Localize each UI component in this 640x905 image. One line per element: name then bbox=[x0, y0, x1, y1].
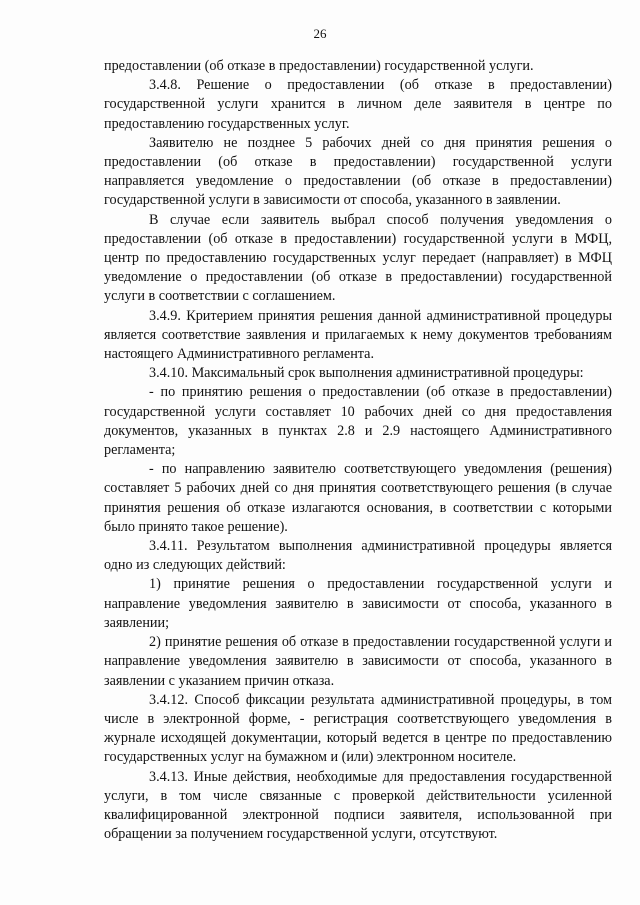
paragraph-3-4-13: 3.4.13. Иные действия, необходимые для предоставления государственной услуги, в том числе связанные с проверкой действительности усиленной квалифицированной электронной подписи заявителя, использованной при обращении за получением государственной услуги, отсутствуют. bbox=[104, 768, 612, 843]
document-body bbox=[104, 57, 612, 844]
paragraph-notification-deadline: Заявителю не позднее 5 рабочих дней со дня принятия решения о предоставлении (об отказе в предоставлении) государственной услуги направляется уведомление о предоставлении (об отказе в предоставлении) государственной услуги в зависимости от способа, указанного в заявлении. bbox=[104, 134, 612, 209]
paragraph-mfc-delivery: В случае если заявитель выбрал способ получения уведомления о предоставлении (об отказе в предоставлении) государственной услуги в МФЦ, центр по предоставлению государственных услуг передает (направляет) в МФЦ уведомление о предоставлении (об отказе в предоставлении) государственной услуги в соответствии с соглашением. bbox=[104, 211, 612, 305]
paragraph-3-4-10: 3.4.10. Максимальный срок выполнения административной процедуры: bbox=[149, 365, 584, 382]
paragraph-3-4-11: 3.4.11. Результатом выполнения административной процедуры является одно из следующих действий: bbox=[104, 538, 612, 574]
paragraph-3-4-9: 3.4.9. Критерием принятия решения данной административной процедуры является соответствие заявления и прилагаемых к нему документов требованиям настоящего Административного регламента. bbox=[104, 307, 612, 363]
paragraph-continuation: предоставлении (об отказе в предоставлении) государственной услуги. bbox=[104, 58, 534, 74]
paragraph-3-4-8: 3.4.8. Решение о предоставлении (об отказе в предоставлении) государственной услуги хранится в личном деле заявителя в центре по предоставлению государственных услуг. bbox=[104, 77, 612, 132]
paragraph-result-option-1: 1) принятие решения о предоставлении государственной услуги и направление уведомления заявителю в зависимости от способа, указанного в заявлении; bbox=[104, 576, 612, 631]
paragraph-term-decision: - по принятию решения о предоставлении (об отказе в предоставлении) государственной услуги составляет 10 рабочих дней со дня предоставления документов, указанных в пунктах 2.8 и 2.9 настоящего Административного регламента; bbox=[104, 384, 612, 459]
paragraph-term-notification: - по направлению заявителю соответствующего уведомления (решения) составляет 5 рабочих дней со дня принятия соответствующего решения (в случае принятия решения об отказе излагаются основания, в соответствии с которыми было принято такое решение). bbox=[104, 461, 612, 535]
paragraph-3-4-12: 3.4.12. Способ фиксации результата административной процедуры, в том числе в электронной форме, - регистрация соответствующего уведомления в журнале исходящей документации, который ведется в центре по предоставлению государственных услуг на бумажном и (или) электронном носителе. bbox=[104, 691, 612, 766]
page-number: 26 bbox=[313, 26, 327, 41]
paragraph-result-option-2: 2) принятие решения об отказе в предоставлении государственной услуги и направление уведомления заявителю в зависимости от способа, указанного в заявлении с указанием причин отказа. bbox=[104, 634, 612, 689]
